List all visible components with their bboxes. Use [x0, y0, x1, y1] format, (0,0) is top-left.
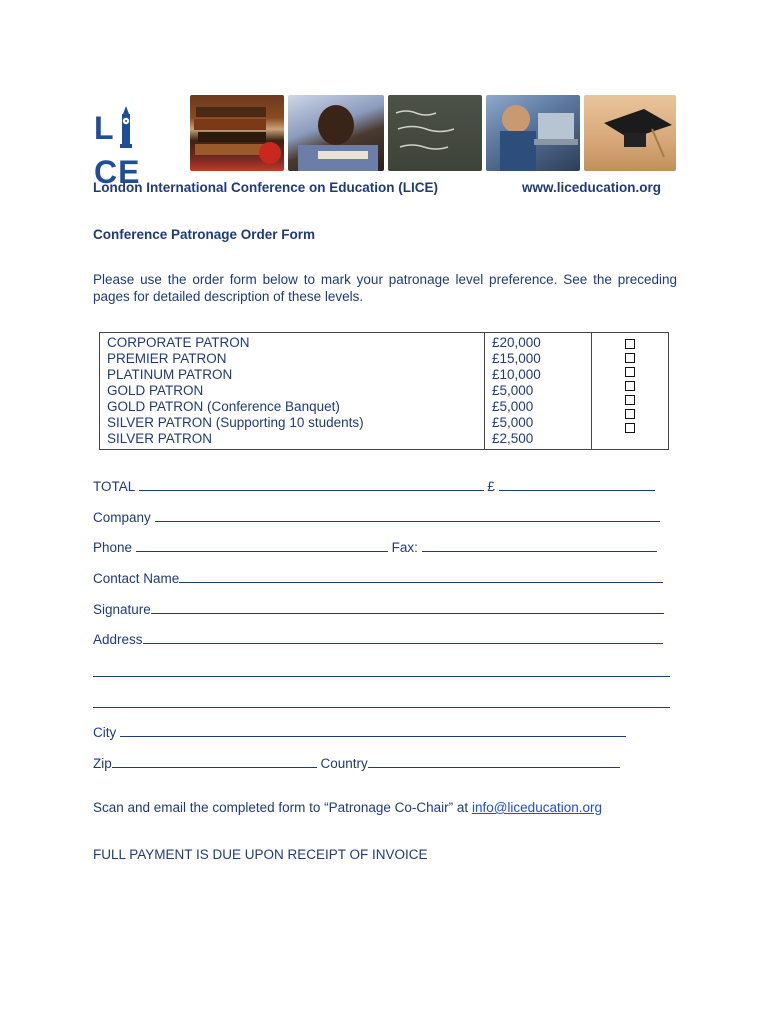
level-price: £10,000	[492, 367, 541, 382]
phone-fax-row	[93, 539, 657, 555]
form-title: Conference Patronage Order Form	[93, 227, 316, 242]
currency-symbol: £	[487, 479, 495, 494]
address-input-line[interactable]	[143, 631, 663, 644]
city-row	[93, 724, 626, 740]
phone-label: Phone	[93, 540, 133, 555]
country-input-line[interactable]	[368, 755, 620, 768]
address-row	[93, 631, 663, 647]
graduation-cap-photo	[584, 95, 676, 171]
city-input-line[interactable]	[120, 724, 626, 737]
address-line-2[interactable]	[93, 676, 670, 677]
laptop-student-photo	[486, 95, 580, 171]
level-prices-cell	[485, 333, 592, 450]
signature-label: Signature	[93, 602, 151, 617]
total-label: TOTAL	[93, 479, 135, 494]
website-link[interactable]: www.liceducation.org	[522, 180, 662, 195]
header-photo-banner	[190, 95, 676, 171]
city-label: City	[93, 725, 117, 740]
phone-input-line[interactable]	[136, 539, 388, 552]
lice-logo	[94, 106, 180, 190]
patronage-levels-table	[99, 332, 669, 450]
student-writing-photo	[288, 95, 384, 171]
level-checkbox-gold-banquet[interactable]	[625, 395, 635, 405]
chalkboard-photo	[388, 95, 482, 171]
level-checkbox-platinum[interactable]	[625, 367, 635, 377]
level-name: PREMIER PATRON	[107, 351, 227, 366]
total-input-line[interactable]	[139, 478, 484, 491]
company-input-line[interactable]	[155, 509, 660, 522]
level-name: PLATINUM PATRON	[107, 367, 233, 382]
contact-name-label: Contact Name	[93, 571, 180, 586]
level-name: SILVER PATRON	[107, 431, 213, 446]
books-apple-photo	[190, 95, 284, 171]
level-checkboxes-cell	[592, 333, 669, 450]
email-instruction	[93, 800, 602, 815]
level-names-cell	[100, 333, 485, 450]
contact-name-row	[93, 570, 663, 586]
signature-input-line[interactable]	[151, 601, 664, 614]
level-price: £5,000	[492, 383, 534, 398]
logo-text-left: L	[94, 110, 115, 146]
level-price: £5,000	[492, 399, 534, 414]
level-checkbox-premier[interactable]	[625, 353, 635, 363]
company-row	[93, 509, 660, 525]
conference-name: London International Conference on Education (LICE)	[93, 180, 438, 195]
zip-label: Zip	[93, 756, 112, 771]
contact-name-input-line[interactable]	[179, 570, 663, 583]
level-checkbox-gold[interactable]	[625, 381, 635, 391]
level-price: £5,000	[492, 415, 534, 430]
payment-note: FULL PAYMENT IS DUE UPON RECEIPT OF INVOICE	[93, 847, 428, 862]
logo-text-right: CE	[94, 154, 141, 190]
zip-country-row	[93, 755, 620, 771]
country-label: Country	[320, 756, 368, 771]
fax-input-line[interactable]	[422, 539, 657, 552]
level-price: £15,000	[492, 351, 541, 366]
email-link[interactable]: info@liceducation.org	[471, 800, 602, 815]
clock-tower-icon	[116, 110, 136, 150]
level-checkbox-silver-students[interactable]	[625, 409, 635, 419]
zip-input-line[interactable]	[112, 755, 317, 768]
address-line-3[interactable]	[93, 707, 670, 708]
level-name: SILVER PATRON (Supporting 10 students)	[107, 415, 364, 430]
level-name: GOLD PATRON	[107, 383, 204, 398]
level-checkbox-silver[interactable]	[625, 423, 635, 433]
company-label: Company	[93, 510, 151, 525]
level-price: £2,500	[492, 431, 534, 446]
total-row	[93, 478, 655, 494]
level-name: GOLD PATRON (Conference Banquet)	[107, 399, 340, 414]
intro-paragraph: Please use the order form below to mark your patronage level preference. See the preceding pages for detailed description of these levels.	[93, 272, 677, 304]
signature-row	[93, 601, 664, 617]
total-amount-line[interactable]	[499, 478, 655, 491]
level-checkbox-corporate[interactable]	[625, 339, 635, 349]
email-instruction-text: Scan and email the completed form to “Patronage Co-Chair” at	[93, 800, 469, 815]
address-label: Address	[93, 632, 143, 647]
level-price: £20,000	[492, 335, 541, 350]
level-name: CORPORATE PATRON	[107, 335, 250, 350]
fax-label: Fax:	[391, 540, 418, 555]
